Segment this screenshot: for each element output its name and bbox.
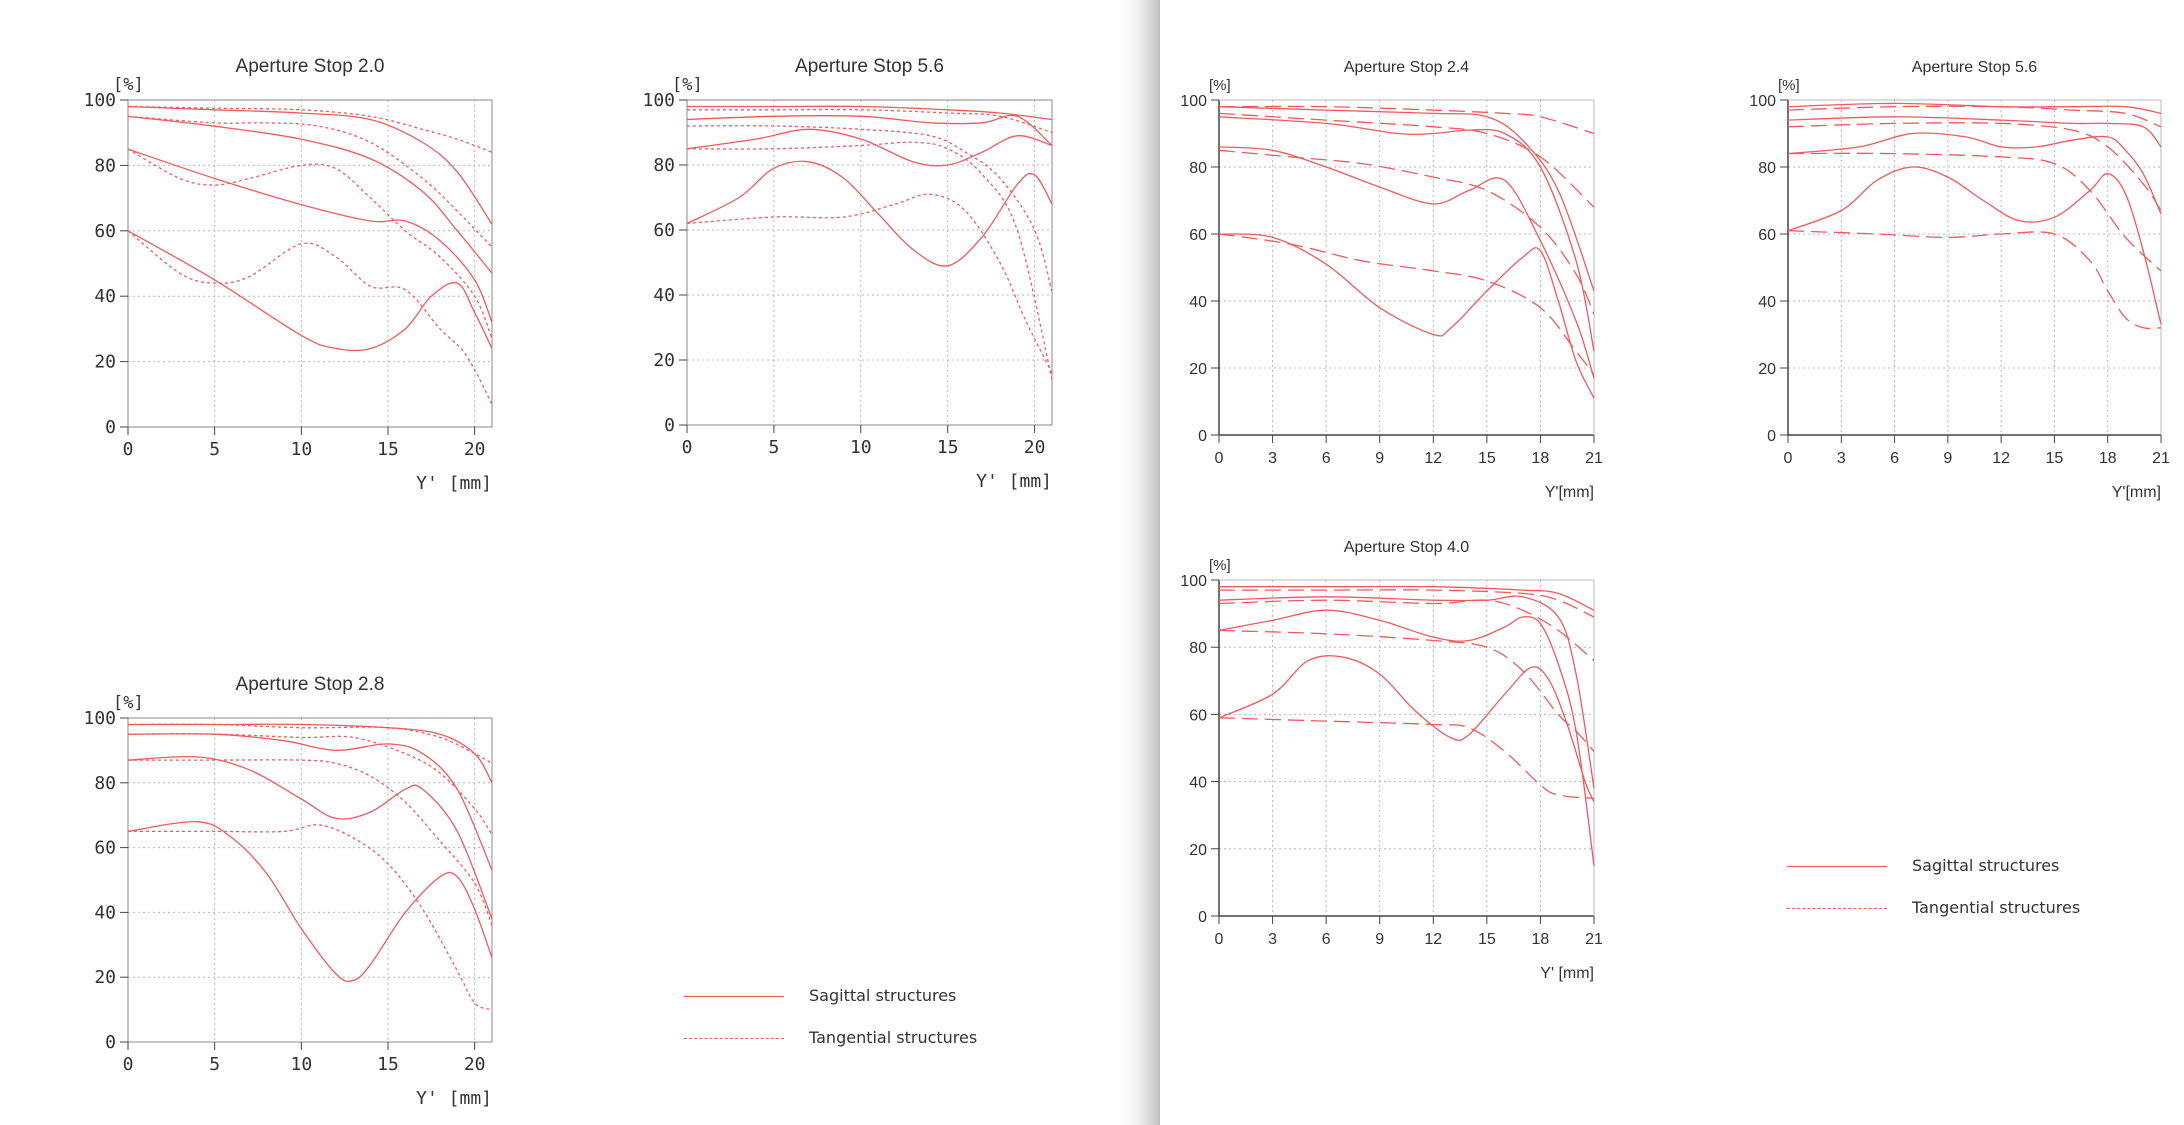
y-tick-label: 40 xyxy=(94,902,116,924)
curve-tangential-4 xyxy=(1219,234,1594,375)
x-tick-label: 3 xyxy=(1268,450,1278,467)
x-tick-label: 15 xyxy=(936,437,959,458)
curve-tangential-4 xyxy=(687,194,1052,373)
y-tick-label: 60 xyxy=(653,220,675,241)
x-tick-label: 15 xyxy=(1477,450,1496,467)
x-tick-label: 10 xyxy=(849,437,872,458)
curve-sagittal-2 xyxy=(1788,117,2161,147)
y-tick-label: 0 xyxy=(105,1032,116,1053)
curve-tangential-2 xyxy=(1219,113,1594,207)
y-tick-label: 20 xyxy=(1189,361,1207,378)
x-tick-label: 9 xyxy=(1943,450,1953,467)
x-tick-label: 12 xyxy=(1424,931,1443,948)
chart-title: Aperture Stop 4.0 xyxy=(1343,539,1470,556)
chart-title: Aperture Stop 5.6 xyxy=(795,56,944,77)
chart-aperture-2-4 xyxy=(1160,0,1700,520)
x-tick-label: 0 xyxy=(1214,931,1224,948)
x-tick-label: 21 xyxy=(2152,450,2170,467)
y-tick-label: 20 xyxy=(94,967,116,989)
x-tick-label: 10 xyxy=(290,1054,313,1075)
x-axis-label: Y' [mm] xyxy=(1540,965,1594,982)
y-tick-label: 100 xyxy=(83,90,116,111)
x-tick-label: 0 xyxy=(1783,450,1793,467)
y-tick-label: 40 xyxy=(653,285,675,306)
y-axis-label: [%] xyxy=(1778,77,1800,94)
x-tick-label: 0 xyxy=(1214,450,1224,467)
curve-tangential-2 xyxy=(128,116,492,247)
y-tick-label: 60 xyxy=(94,837,116,859)
x-axis-label: Y' [mm] xyxy=(416,473,492,494)
sagittal-line-swatch xyxy=(1787,866,1887,867)
tangential-line-swatch xyxy=(684,1038,784,1039)
curve-sagittal-4 xyxy=(1219,234,1594,398)
y-tick-label: 100 xyxy=(1749,93,1776,110)
sagittal-line-swatch xyxy=(684,996,784,997)
y-tick-label: 20 xyxy=(1758,361,1776,378)
x-tick-label: 18 xyxy=(2098,450,2117,467)
y-tick-label: 80 xyxy=(1189,160,1207,177)
curve-tangential-1 xyxy=(128,724,492,763)
x-tick-label: 3 xyxy=(1268,931,1278,948)
curve-sagittal-3 xyxy=(687,129,1052,166)
y-tick-label: 60 xyxy=(94,220,116,242)
legend-item-tangential xyxy=(1787,894,2147,924)
y-tick-label: 60 xyxy=(1189,227,1207,244)
legend-right xyxy=(1787,852,2147,922)
x-tick-label: 12 xyxy=(1992,450,2011,467)
x-tick-label: 5 xyxy=(209,1054,221,1075)
curve-sagittal-2 xyxy=(128,116,492,273)
y-tick-label: 20 xyxy=(653,350,675,371)
x-tick-label: 6 xyxy=(1321,931,1331,948)
x-tick-label: 20 xyxy=(1023,437,1046,458)
x-tick-label: 6 xyxy=(1321,450,1331,467)
x-tick-label: 12 xyxy=(1424,450,1443,467)
curve-tangential-3 xyxy=(128,149,492,339)
y-tick-label: 80 xyxy=(1189,640,1207,658)
legend-label-tangential: Tangential structures xyxy=(809,1028,978,1047)
y-tick-label: 0 xyxy=(664,415,675,436)
y-axis-label: [%] xyxy=(113,75,144,95)
curve-tangential-4 xyxy=(128,231,492,404)
y-tick-label: 80 xyxy=(94,772,116,794)
curve-sagittal-3 xyxy=(1219,147,1594,378)
legend-item-sagittal xyxy=(1787,852,2147,882)
x-tick-label: 20 xyxy=(463,1054,486,1075)
x-axis-label: Y' [mm] xyxy=(416,1088,492,1109)
x-tick-label: 10 xyxy=(290,439,313,460)
y-tick-label: 80 xyxy=(1758,160,1776,177)
y-axis-label: [%] xyxy=(1209,557,1231,574)
curve-sagittal-4 xyxy=(1219,656,1594,802)
x-tick-label: 6 xyxy=(1890,450,1900,467)
curve-tangential-3 xyxy=(687,142,1052,379)
y-tick-label: 100 xyxy=(1180,573,1207,590)
legend-item-tangential xyxy=(684,1024,1044,1054)
curve-sagittal-4 xyxy=(687,161,1052,266)
curve-sagittal-2 xyxy=(128,734,492,871)
y-tick-label: 20 xyxy=(1189,841,1207,859)
chart-title: Aperture Stop 5.6 xyxy=(1911,59,2038,76)
curve-tangential-2 xyxy=(687,126,1052,292)
y-tick-label: 0 xyxy=(1198,428,1207,445)
y-axis-label: [%] xyxy=(113,693,144,713)
chart-aperture-2-8 xyxy=(0,620,580,1125)
chart-title: Aperture Stop 2.0 xyxy=(235,56,385,77)
curve-sagittal-3 xyxy=(1788,133,2161,214)
x-tick-label: 5 xyxy=(768,437,780,458)
x-tick-label: 5 xyxy=(209,439,221,460)
x-tick-label: 21 xyxy=(1585,931,1603,948)
x-tick-label: 0 xyxy=(122,439,134,460)
plot-frame xyxy=(128,718,492,1042)
y-tick-label: 80 xyxy=(653,155,675,176)
x-tick-label: 15 xyxy=(2045,450,2064,467)
curve-sagittal-3 xyxy=(1219,610,1594,865)
chart-aperture-5-6-left xyxy=(560,0,1160,500)
x-tick-label: 15 xyxy=(377,439,399,460)
curve-tangential-4 xyxy=(1788,231,2161,329)
curve-sagittal-4 xyxy=(128,822,492,982)
legend-left xyxy=(684,982,1064,1052)
x-tick-label: 15 xyxy=(1477,931,1496,948)
y-tick-label: 40 xyxy=(1189,294,1207,311)
curve-tangential-2 xyxy=(128,734,492,835)
y-tick-label: 0 xyxy=(105,417,116,438)
x-tick-label: 9 xyxy=(1375,450,1385,467)
page-gutter-shadow xyxy=(1120,0,1160,1125)
y-tick-label: 40 xyxy=(1189,774,1207,792)
legend-label-sagittal: Sagittal structures xyxy=(809,986,957,1005)
x-tick-label: 0 xyxy=(122,1054,134,1075)
x-axis-label: Y'[mm] xyxy=(1544,484,1594,501)
x-axis-label: Y' [mm] xyxy=(976,471,1052,492)
chart-aperture-2-0 xyxy=(0,0,580,500)
y-tick-label: 0 xyxy=(1767,428,1776,445)
x-tick-label: 20 xyxy=(463,439,486,460)
y-tick-label: 60 xyxy=(1758,227,1776,244)
y-axis-label: [%] xyxy=(1209,77,1231,94)
legend-label-tangential: Tangential structures xyxy=(1912,898,2081,917)
tangential-line-swatch xyxy=(1787,908,1887,909)
y-tick-label: 40 xyxy=(1758,294,1776,311)
chart-title: Aperture Stop 2.8 xyxy=(235,674,385,695)
curve-tangential-3 xyxy=(1219,630,1594,751)
right-page xyxy=(1160,0,2184,1125)
y-tick-label: 0 xyxy=(1198,909,1207,926)
y-tick-label: 100 xyxy=(1180,93,1207,110)
plot-frame xyxy=(128,100,492,427)
chart-aperture-5-6-right xyxy=(1700,0,2184,520)
y-tick-label: 100 xyxy=(83,708,116,729)
legend-item-sagittal xyxy=(684,982,1044,1012)
curve-tangential-3 xyxy=(1788,153,2161,271)
curve-tangential-4 xyxy=(128,825,492,1010)
y-axis-label: [%] xyxy=(672,75,703,95)
y-tick-label: 40 xyxy=(94,286,116,308)
curve-tangential-3 xyxy=(128,760,492,926)
x-axis-label: Y'[mm] xyxy=(2111,484,2161,501)
curve-tangential-2 xyxy=(1219,600,1594,661)
x-tick-label: 9 xyxy=(1375,931,1385,948)
curve-tangential-4 xyxy=(1219,718,1594,799)
x-tick-label: 3 xyxy=(1836,450,1846,467)
y-tick-label: 20 xyxy=(94,351,116,373)
x-tick-label: 15 xyxy=(377,1054,399,1075)
chart-aperture-4-0 xyxy=(1160,520,1700,1000)
y-tick-label: 80 xyxy=(94,155,116,177)
x-tick-label: 0 xyxy=(681,437,693,458)
x-tick-label: 18 xyxy=(1531,450,1550,467)
curve-sagittal-4 xyxy=(128,231,492,351)
y-tick-label: 60 xyxy=(1189,707,1207,725)
chart-title: Aperture Stop 2.4 xyxy=(1343,59,1470,76)
curve-tangential-3 xyxy=(1219,150,1594,314)
x-tick-label: 21 xyxy=(1585,450,1603,467)
legend-label-sagittal: Sagittal structures xyxy=(1912,856,2060,875)
curve-sagittal-1 xyxy=(128,724,492,783)
x-tick-label: 18 xyxy=(1531,931,1550,948)
y-tick-label: 100 xyxy=(642,90,675,111)
